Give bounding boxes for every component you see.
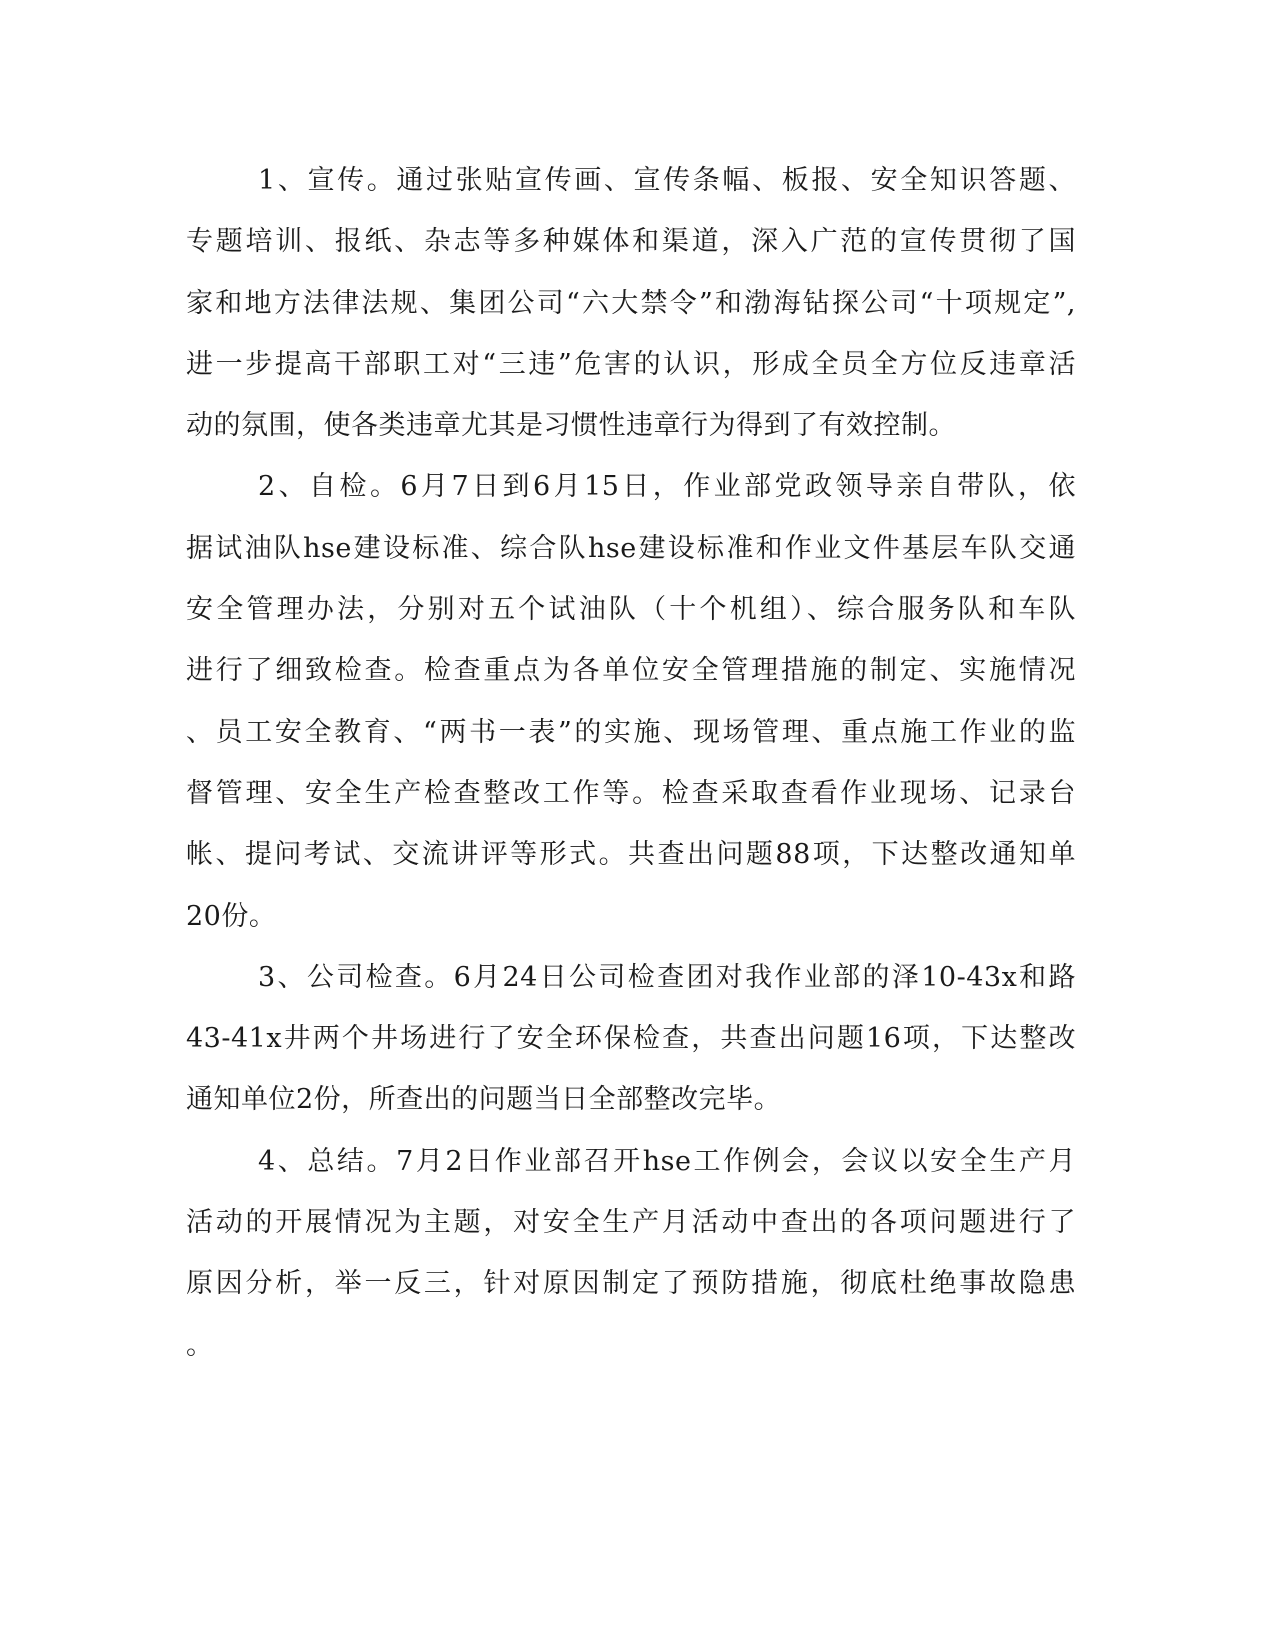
text-line: 3、公司检查。6月24日公司检查团对我作业部的泽10-43x和路	[258, 961, 1076, 993]
text-line: 进一步提高干部职工对“三违”危害的认识，形成全员全方位反违章活	[186, 348, 1076, 380]
text-line: 据试油队hse建设标准、综合队hse建设标准和作业文件基层车队交通	[186, 532, 1076, 564]
text-line: 原因分析，举一反三，针对原因制定了预防措施，彻底杜绝事故隐患	[186, 1268, 1076, 1300]
paragraph-summary	[186, 1131, 1076, 1376]
text-line: 安全管理办法，分别对五个试油队（十个机组）、综合服务队和车队	[186, 594, 1076, 626]
paragraph-publicity	[186, 150, 1076, 456]
text-line: 1、宣传。通过张贴宣传画、宣传条幅、板报、安全知识答题、	[258, 165, 1076, 196]
text-line: 帐、提问考试、交流讲评等形式。共查出问题88项，下达整改通知单	[186, 839, 1076, 871]
text-line: 43-41x井两个井场进行了安全环保检查，共查出问题16项，下达整改	[186, 1023, 1076, 1055]
text-line: 。	[186, 1329, 214, 1361]
text-line: 家和地方法律法规、集团公司“六大禁令”和渤海钻探公司“十项规定”,	[186, 287, 1076, 319]
text-line: 4、总结。7月2日作业部召开hse工作例会，会议以安全生产月	[258, 1145, 1076, 1177]
text-line: 2、自检。6月7日到6月15日，作业部党政领导亲自带队，依	[258, 471, 1076, 503]
text-line: 活动的开展情况为主题，对安全生产月活动中查出的各项问题进行了	[186, 1207, 1076, 1239]
paragraph-self-inspection	[186, 456, 1076, 946]
document-body	[186, 150, 1076, 1376]
text-line: 进行了细致检查。检查重点为各单位安全管理措施的制定、实施情况	[186, 655, 1076, 687]
text-line: 动的氛围，使各类违章尤其是习惯性违章行为得到了有效控制。	[186, 410, 956, 442]
text-line: 督管理、安全生产检查整改工作等。检查采取查看作业现场、记录台	[186, 777, 1076, 809]
text-line: 20份。	[186, 900, 277, 932]
text-line: 专题培训、报纸、杂志等多种媒体和渠道，深入广范的宣传贯彻了国	[186, 226, 1076, 258]
text-line: 通知单位2份，所查出的问题当日全部整改完毕。	[186, 1084, 782, 1116]
text-line: 、员工安全教育、“两书一表”的实施、现场管理、重点施工作业的监	[186, 716, 1076, 748]
paragraph-company-inspection	[186, 947, 1076, 1131]
